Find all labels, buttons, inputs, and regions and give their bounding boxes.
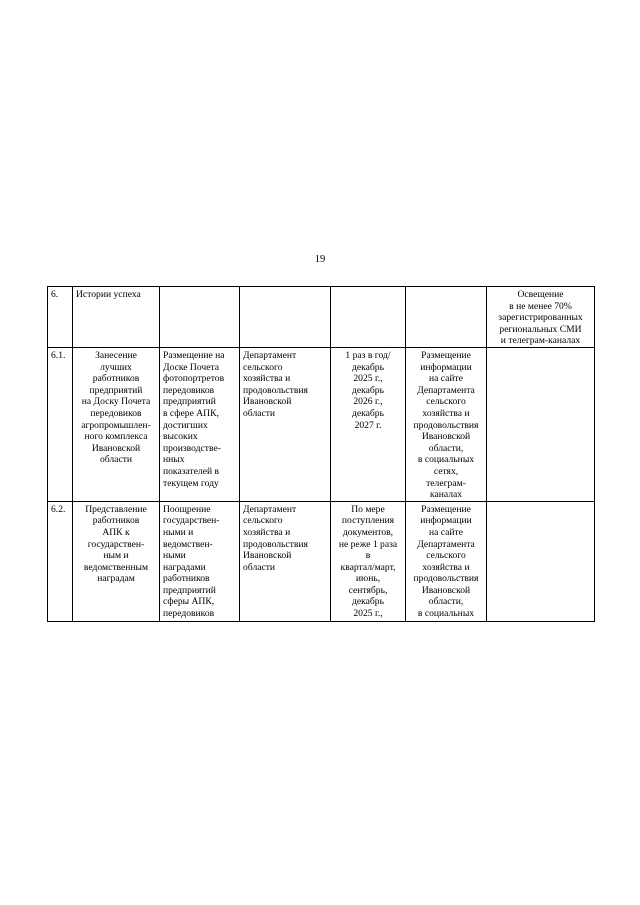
executor-cell: Департамент сельского хозяйства и продовольствия Ивановской области: [240, 348, 331, 502]
form-cell: [406, 287, 487, 348]
row-number-cell: 6.1.: [48, 348, 73, 502]
table-row: [48, 501, 595, 621]
row-number-cell: 6.2.: [48, 501, 73, 621]
activity-plan-table: [47, 286, 595, 622]
term-cell: По мере поступления документов, не реже 1 раза в квартал/март, июнь, сентябрь, декабрь 2025 г.,: [331, 501, 406, 621]
indicator-cell: [487, 348, 595, 502]
form-cell: Размещение информации на сайте Департамента сельского хозяйства и продовольствия Ивановской области, в социальных сетях, телеграм- каналах: [406, 348, 487, 502]
activity-content-cell: [160, 287, 240, 348]
activity-name-cell: Представление работников АПК к государствен- ным и ведомственным наградам: [73, 501, 160, 621]
term-cell: 1 раз в год/ декабрь 2025 г., декабрь 2026 г., декабрь 2027 г.: [331, 348, 406, 502]
term-cell: [331, 287, 406, 348]
table-row: [48, 287, 595, 348]
executor-cell: Департамент сельского хозяйства и продовольствия Ивановской области: [240, 501, 331, 621]
activity-content-cell: Размещение на Доске Почета фотопортретов передовиков предприятий в сфере АПК, достигших высоких производстве- нных показателей в текущем году: [160, 348, 240, 502]
activity-name-cell: Занесение лучших работников предприятий на Доску Почета передовиков агропромышлен- ного комплекса Ивановской области: [73, 348, 160, 502]
form-cell: Размещение информации на сайте Департамента сельского хозяйства и продовольствия Ивановской области, в социальных: [406, 501, 487, 621]
activity-content-cell: Поощрение государствен- ными и ведомствен- ными наградами работников предприятий сферы АПК, передовиков: [160, 501, 240, 621]
activity-name-cell: Истории успеха: [73, 287, 160, 348]
row-number-cell: 6.: [48, 287, 73, 348]
executor-cell: [240, 287, 331, 348]
page-number: 19: [314, 254, 326, 265]
table-row: [48, 348, 595, 502]
indicator-cell: Освещение в не менее 70% зарегистрированных региональных СМИ и телеграм-каналах: [487, 287, 595, 348]
indicator-cell: [487, 501, 595, 621]
